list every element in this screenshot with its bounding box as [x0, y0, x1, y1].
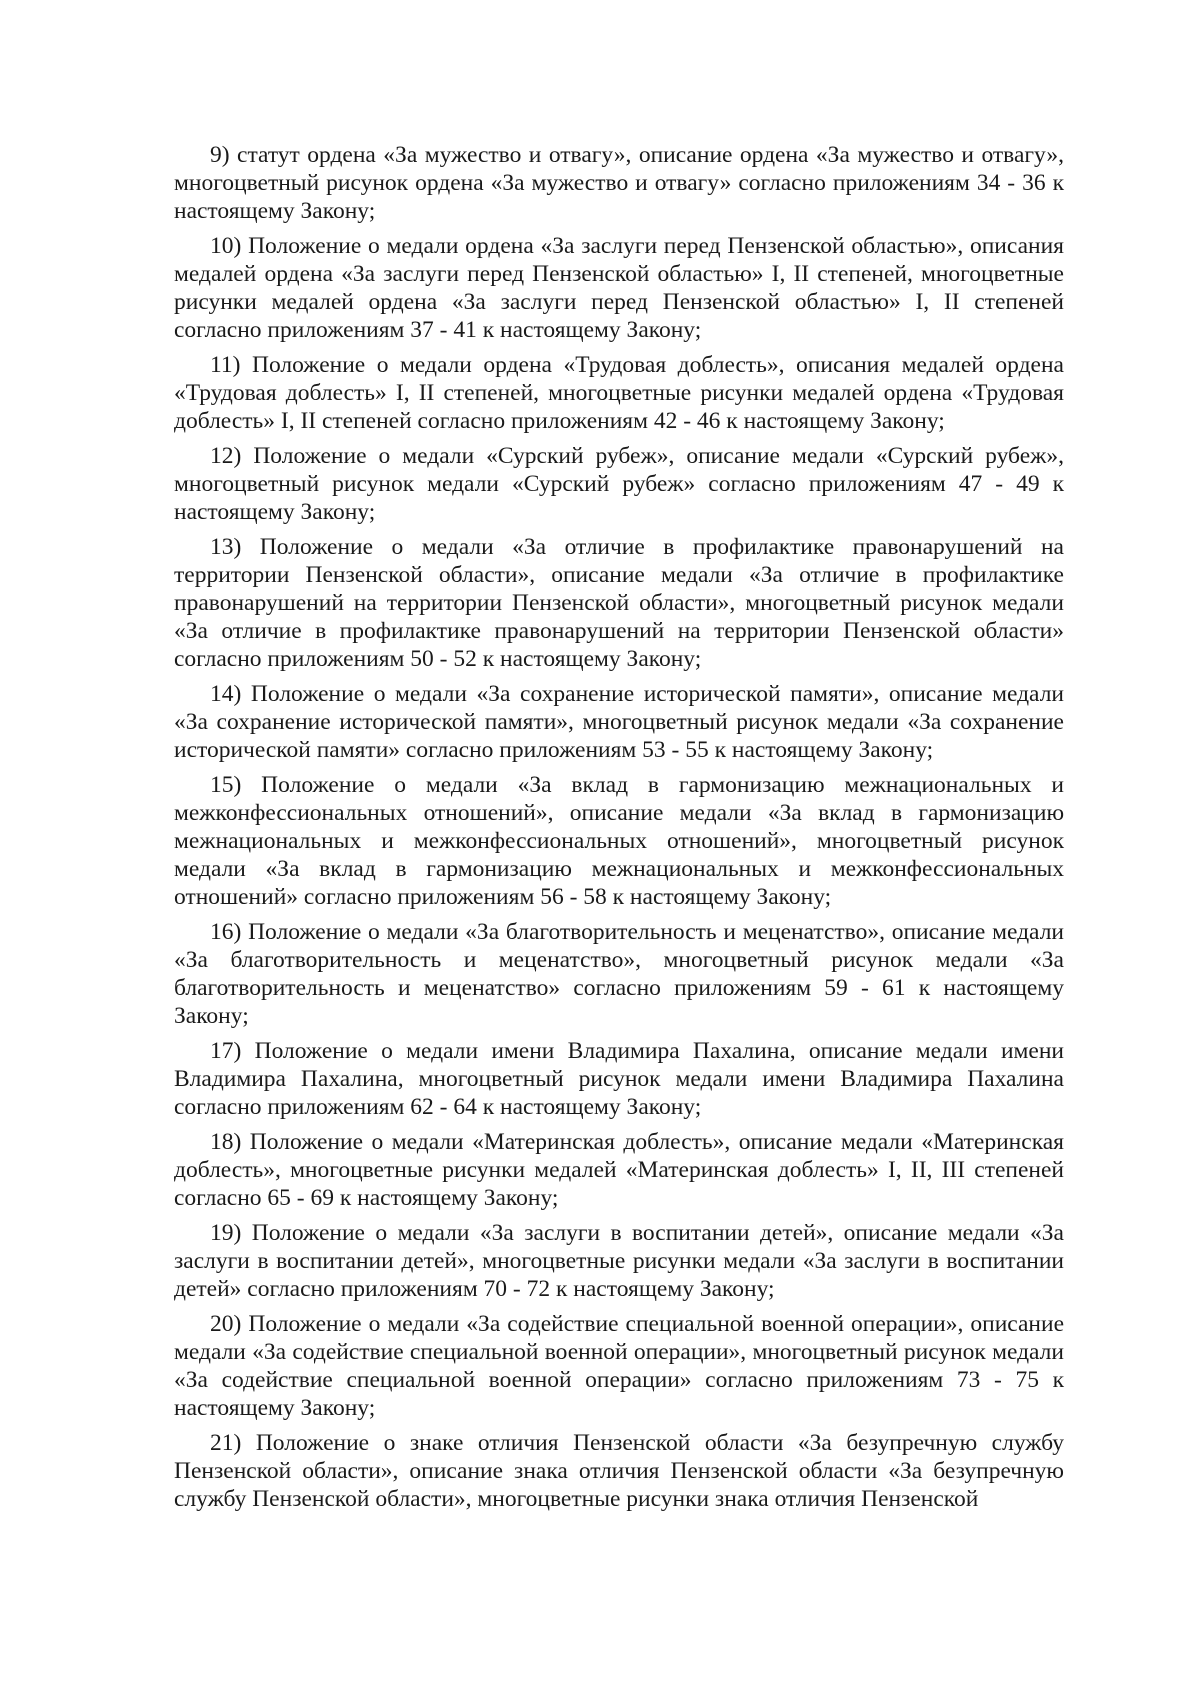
document-page: [174, 141, 1064, 1520]
list-item-10: 10) Положение о медали ордена «За заслуги перед Пензенской областью», описания медалей ордена «За заслуги перед Пензенской областью» I, II степеней, многоцветные рисунки медалей ордена «За заслуги перед Пензенской областью» I, II степеней согласно приложениям 37 - 41 к настоящему Закону;: [174, 233, 1064, 343]
list-item-21: 21) Положение о знаке отличия Пензенской области «За безупречную службу Пензенской области», описание знака отличия Пензенской области «За безупречную службу Пензенской области», многоцветные рисунки знака отличия Пензенской: [174, 1430, 1064, 1512]
list-item-18: 18) Положение о медали «Материнская доблесть», описание медали «Материнская доблесть», многоцветные рисунки медалей «Материнская доблесть» I, II, III степеней согласно 65 - 69 к настоящему Закону;: [174, 1129, 1064, 1211]
list-item-12: 12) Положение о медали «Сурский рубеж», описание медали «Сурский рубеж», многоцветный рисунок медали «Сурский рубеж» согласно приложениям 47 - 49 к настоящему Закону;: [174, 443, 1064, 525]
list-item-19: 19) Положение о медали «За заслуги в воспитании детей», описание медали «За заслуги в воспитании детей», многоцветные рисунки медали «За заслуги в воспитании детей» согласно приложениям 70 - 72 к настоящему Закону;: [174, 1220, 1064, 1302]
list-item-9: 9) статут ордена «За мужество и отвагу», описание ордена «За мужество и отвагу», многоцветный рисунок ордена «За мужество и отвагу» согласно приложениям 34 - 36 к настоящему Закону;: [174, 142, 1064, 224]
list-item-15: 15) Положение о медали «За вклад в гармонизацию межнациональных и межконфессиональных отношений», описание медали «За вклад в гармонизацию межнациональных и межконфессиональных отношений», многоцветный рисунок медали «За вклад в гармонизацию межнациональных и межконфессиональных отношений» согласно приложениям 56 - 58 к настоящему Закону;: [174, 772, 1064, 910]
list-item-20: 20) Положение о медали «За содействие специальной военной операции», описание медали «За содействие специальной военной операции», многоцветный рисунок медали «За содействие специальной военной операции» согласно приложениям 73 - 75 к настоящему Закону;: [174, 1311, 1064, 1421]
list-item-16: 16) Положение о медали «За благотворительность и меценатство», описание медали «За благотворительность и меценатство», многоцветный рисунок медали «За благотворительность и меценатство» согласно приложениям 59 - 61 к настоящему Закону;: [174, 919, 1064, 1029]
list-item-14: 14) Положение о медали «За сохранение исторической памяти», описание медали «За сохранение исторической памяти», многоцветный рисунок медали «За сохранение исторической памяти» согласно приложениям 53 - 55 к настоящему Закону;: [174, 681, 1064, 763]
list-item-11: 11) Положение о медали ордена «Трудовая доблесть», описания медалей ордена «Трудовая доблесть» I, II степеней, многоцветные рисунки медалей ордена «Трудовая доблесть» I, II степеней согласно приложениям 42 - 46 к настоящему Закону;: [174, 352, 1064, 434]
list-item-17: 17) Положение о медали имени Владимира Пахалина, описание медали имени Владимира Пахалина, многоцветный рисунок медали имени Владимира Пахалина согласно приложениям 62 - 64 к настоящему Закону;: [174, 1038, 1064, 1120]
list-item-13: 13) Положение о медали «За отличие в профилактике правонарушений на территории Пензенской области», описание медали «За отличие в профилактике правонарушений на территории Пензенской области», многоцветный рисунок медали «За отличие в профилактике правонарушений на территории Пензенской области» согласно приложениям 50 - 52 к настоящему Закону;: [174, 534, 1064, 672]
